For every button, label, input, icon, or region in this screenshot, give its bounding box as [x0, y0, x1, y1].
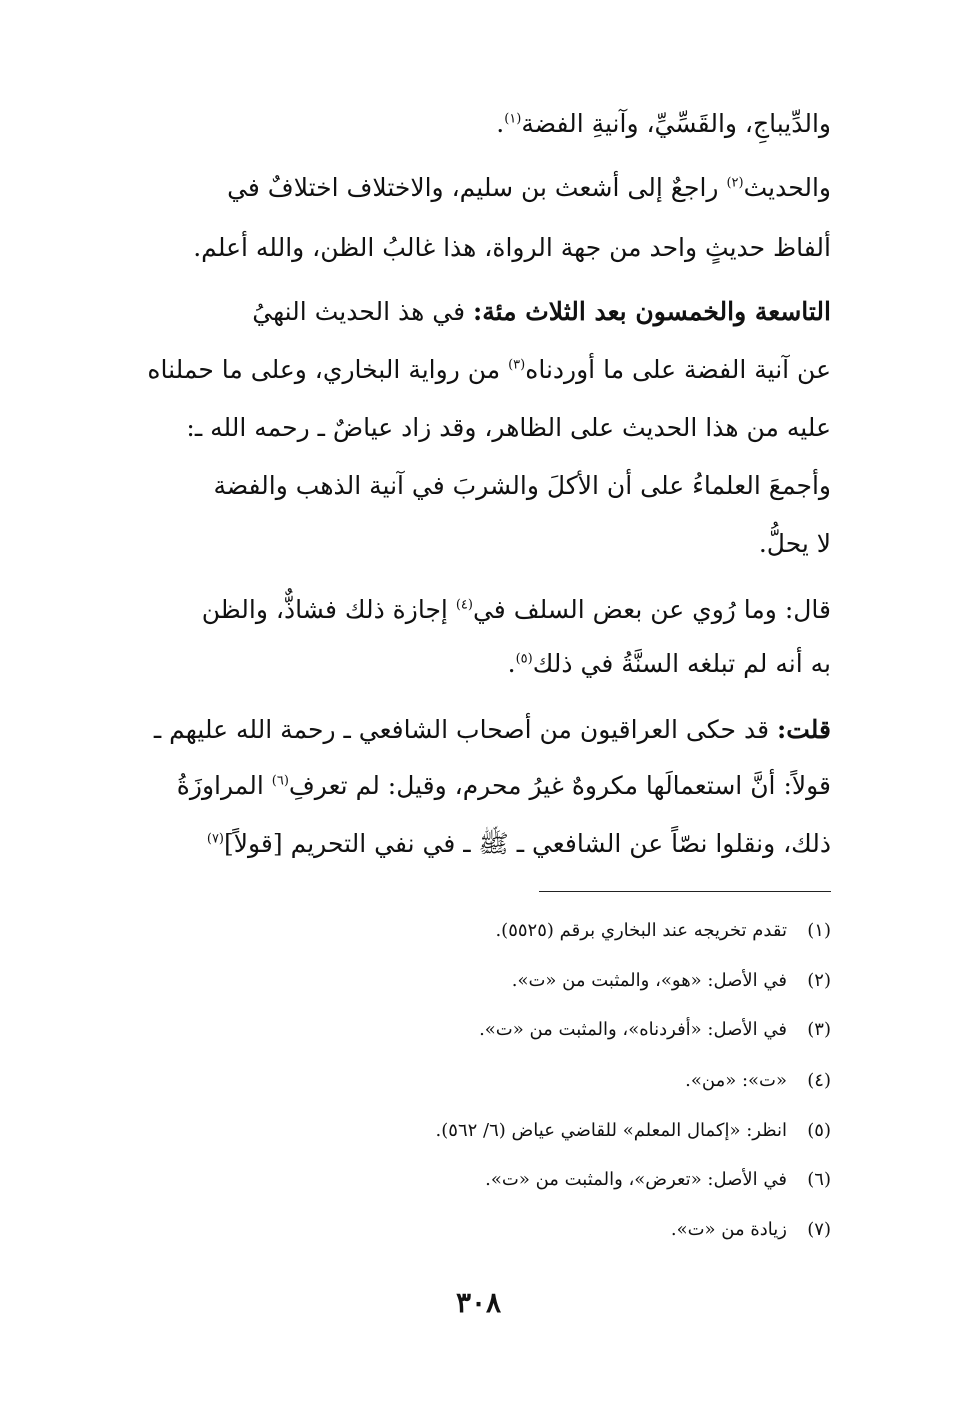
footnote-number: (٦) [807, 1169, 831, 1190]
footnote-ref-7: (٧) [206, 831, 224, 847]
footnote-ref-5: (٥) [515, 651, 533, 667]
section-heading: التاسعة والخمسون بعد الثلاث مئة: [472, 297, 831, 326]
footnote-text: «ت»: «من». [685, 1070, 787, 1091]
footnote-text: انظر: «إكمال المعلم» للقاضي عياض (٦/ ٥٦٢). [435, 1120, 787, 1141]
body-line-9: قال: وما رُوي عن بعض السلف في$^{(٤)}$ إجازة ذلك فشاذٌّ، والظن [201, 595, 831, 624]
body-line-8: لا يحلُّ. [758, 529, 831, 558]
footnote-6 [485, 1165, 831, 1195]
footnote-text: في الأصل: «هو»، والمثبت من «ت». [511, 970, 787, 991]
qult-heading: قلت: [776, 715, 831, 744]
footnote-ref-2: (٢) [726, 175, 744, 191]
footnote-number: (٤) [807, 1070, 831, 1091]
body-line-11: قلت: قد حكى العراقيون من أصحاب الشافعي ـ رحمة الله عليهم ـ [153, 715, 831, 744]
footnote-number: (٧) [807, 1219, 831, 1240]
footnote-2 [512, 966, 831, 996]
body-line-12: قولاً: أنَّ استعمالَها مكروهٌ غيرُ محرم، وقيل: لم تعرفِ$^{(٦)}$ المراوزَةُ [176, 771, 831, 800]
footnote-number: (٥) [807, 1120, 831, 1141]
body-line-6: عليه من هذا الحديث على الظاهر، وقد زاد عياضٌ ـ رحمه الله ـ: [186, 413, 831, 442]
body-line-5: عن آنية الفضة على ما أوردناه$^{(٣)}$ من رواية البخاري، وعلى ما حملناه [147, 355, 831, 384]
body-line-4: التاسعة والخمسون بعد الثلاث مئة: في هذ الحديث النهيُ [252, 297, 831, 326]
footnote-number: (٣) [807, 1019, 831, 1040]
footnote-text: في الأصل: «تعرض»، والمثبت من «ت». [485, 1169, 787, 1190]
body-line-1: والدِّيباجِ، والقَسِّيِّ، وآنيةِ الفضة$^{(١)}$. [496, 109, 831, 138]
footnote-text: زيادة من «ت». [670, 1219, 787, 1240]
footnote-ref-4: (٤) [455, 597, 473, 613]
body-line-13: ذلك، ونقلوا نصّاً عن الشافعي ـ ﷺ ـ في نفي التحريم [قولاً]$^{(٧)}$ [206, 829, 831, 858]
footnote-ref-6: (٦) [271, 773, 289, 789]
footnote-5 [436, 1116, 831, 1146]
footnote-ref-3: (٣) [508, 357, 526, 373]
footnote-text: تقدم تخريجه عند البخاري برقم (٥٥٢٥). [495, 920, 787, 941]
body-line-3: ألفاظ حديثٍ واحد من جهة الرواة، هذا غالبُ الظن، والله أعلم. [193, 233, 831, 262]
footnote-4 [685, 1066, 831, 1096]
body-line-10: به أنه لم تبلغه السنَّةُ في ذلك$^{(٥)}$. [507, 649, 831, 678]
footnote-number: (٢) [807, 970, 831, 991]
body-line-2: والحديث$^{(٢)}$ راجعٌ إلى أشعث بن سليم، والاختلاف اختلافٌ في [227, 173, 831, 202]
footnote-7 [671, 1215, 831, 1245]
footnote-ref-1: (١) [504, 111, 522, 127]
footnote-1 [495, 916, 831, 946]
footnote-number: (١) [807, 920, 831, 941]
page-number: ٣٠٨ [455, 1286, 502, 1319]
footnote-text: في الأصل: «أفردناه»، والمثبت من «ت». [479, 1019, 787, 1040]
footnote-3 [479, 1015, 831, 1045]
body-line-7: وأجمعَ العلماءُ على أن الأكلَ والشربَ في آنية الذهب والفضة [213, 471, 831, 500]
footnote-separator [539, 891, 831, 892]
